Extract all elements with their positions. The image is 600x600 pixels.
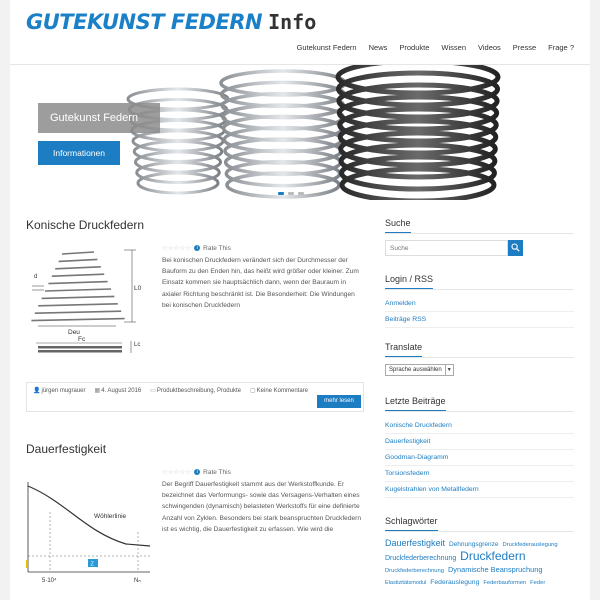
tag-link[interactable]: Druckfedern: [460, 549, 526, 563]
link-beitraege-rss[interactable]: Beiträge RSS: [385, 312, 574, 328]
divider: [385, 357, 574, 358]
post-title[interactable]: Konische Druckfedern: [26, 218, 145, 232]
widget-search: [385, 218, 574, 256]
rating-widget[interactable]: [162, 244, 231, 252]
informationen-button[interactable]: Informationen: [38, 141, 120, 165]
widget-title-login: Login / RSS: [385, 274, 433, 289]
language-select[interactable]: [385, 364, 454, 376]
diagram-label-d: d: [34, 274, 38, 280]
tag-link[interactable]: Feder: [530, 580, 546, 586]
conical-spring-diagram: [26, 242, 154, 364]
post-konische-druckfedern: [26, 218, 364, 412]
logo-brand: GUTEKUNST FEDERN: [26, 10, 263, 34]
rate-label: Rate This: [203, 468, 231, 476]
tag-link[interactable]: Druckfederberechnung: [385, 568, 444, 574]
tag-link[interactable]: Elastizitätsmodul: [385, 580, 427, 586]
hero-slider: [10, 64, 590, 200]
nav-item-gutekunst-federn[interactable]: Gutekunst Federn: [296, 43, 357, 52]
diagram-label-x2: Nₙ: [134, 578, 141, 584]
language-select-value: Sprache auswählen: [389, 367, 442, 373]
post-comments[interactable]: ▢Keine Kommentare: [249, 388, 309, 394]
tag-link[interactable]: Druckfederberechnung: [385, 555, 457, 562]
nav-item-frage[interactable]: Frage ?: [548, 43, 574, 52]
tag-link[interactable]: Druckfederauslegung: [502, 542, 558, 548]
tag-link[interactable]: Federbauformen: [483, 580, 527, 586]
nav-item-news[interactable]: News: [368, 43, 388, 52]
tag-link[interactable]: Federauslegung: [430, 579, 480, 586]
chevron-down-icon: ▼: [445, 365, 453, 375]
main-content: [26, 218, 364, 600]
tag-cloud: [385, 538, 574, 589]
diagram-label-deu: Deu: [68, 329, 80, 336]
divider: [385, 233, 574, 234]
widget-title-search: Suche: [385, 218, 411, 233]
nav-item-videos[interactable]: Videos: [478, 43, 501, 52]
diagram-label-x1: 5·10⁴: [42, 578, 57, 584]
calendar-icon: ▦: [94, 388, 101, 394]
rate-label: Rate This: [203, 244, 231, 252]
sidebar: [385, 218, 574, 589]
diagram-label-lc: Lc: [134, 342, 141, 348]
rating-widget[interactable]: [162, 468, 231, 476]
tag-link[interactable]: Dauerfestigkeit: [385, 538, 446, 548]
post-author[interactable]: 👤jürgen mugrauer: [33, 388, 86, 394]
comment-icon: ▢: [249, 388, 256, 394]
info-icon[interactable]: i: [194, 469, 200, 475]
post-body: [26, 242, 364, 382]
search-input[interactable]: [385, 240, 508, 256]
main-nav: [291, 42, 574, 54]
widget-tags: [385, 516, 574, 589]
latest-link-goodman-diagramm[interactable]: Goodman-Diagramm: [385, 450, 574, 466]
latest-link-dauerfestigkeit[interactable]: Dauerfestigkeit: [385, 434, 574, 450]
site-container: [10, 0, 590, 600]
read-more-button[interactable]: mehr lesen: [317, 395, 361, 408]
diagram-label-curve: Wöhlerlinie: [94, 513, 127, 520]
tag-link[interactable]: Dynamische Beanspruchung: [447, 565, 543, 574]
search-icon: [511, 243, 520, 252]
woehler-diagram: [26, 472, 154, 594]
slide-title: Gutekunst Federn: [38, 103, 160, 133]
divider: [385, 289, 574, 290]
nav-item-wissen[interactable]: Wissen: [441, 43, 466, 52]
divider: [385, 411, 574, 412]
post-body: [26, 466, 364, 600]
widget-title-tags: Schlagwörter: [385, 516, 438, 531]
logo-suffix: Info: [268, 10, 317, 34]
slider-dot-2[interactable]: [288, 192, 294, 195]
latest-link-torsionsfedern[interactable]: Torsionsfedern: [385, 466, 574, 482]
post-meta-bar: [26, 382, 364, 412]
nav-item-presse[interactable]: Presse: [512, 43, 537, 52]
widget-title-translate: Translate: [385, 342, 422, 357]
widget-latest-posts: [385, 396, 574, 498]
latest-link-konische-druckfedern[interactable]: Konische Druckfedern: [385, 418, 574, 434]
latest-link-kugelstrahlen[interactable]: Kugelstrahlen von Metallfedern: [385, 482, 574, 498]
post-excerpt: Bei konischen Druckfedern verändert sich der Durchmesser der Bauform zu den Enden hin, das heißt wird größer oder kleiner. Zum Einsatz kommen sie hauptsächlich dann, wenn der Bauraum in axialer Richtung beschränkt ist. Die Besonderheit: Die Windungen bei konischen Druckfedern: [162, 257, 359, 309]
post-meta: [33, 387, 308, 394]
diagram-label-z: Z: [90, 561, 94, 568]
star-rating-icons[interactable]: ☆☆☆☆☆: [162, 469, 192, 476]
diagram-label-fc: Fc: [78, 336, 86, 343]
tag-link[interactable]: Dehnungsgrenze: [448, 541, 499, 548]
widget-title-latest: Letzte Beiträge: [385, 396, 446, 411]
widget-login: [385, 274, 574, 328]
star-rating-icons[interactable]: ☆☆☆☆☆: [162, 245, 192, 252]
post-categories[interactable]: ▭Produktbeschreibung, Produkte: [150, 388, 241, 394]
nav-item-produkte[interactable]: Produkte: [399, 43, 430, 52]
post-dauerfestigkeit: [26, 442, 364, 600]
folder-icon: ▭: [150, 388, 156, 394]
post-excerpt: Der Begriff Dauerfestigkeit stammt aus der Werkstoffkunde. Er bezeichnet das Verformungs- sowie das Versagens-Verhalten eines schwingenden (dynamisch) belasteten Werkstoffs für eine definierte Anzahl von Zyklen. Besonders bei stark beanspruchten Druckfedern ist es wichtig, die Dauerfestigkeit zu erfassen. Wie wird die: [162, 481, 362, 533]
search-form: [385, 240, 574, 256]
site-logo[interactable]: [26, 10, 316, 36]
info-icon[interactable]: i: [194, 245, 200, 251]
slider-dot-3[interactable]: [298, 192, 304, 195]
divider: [385, 531, 574, 532]
link-anmelden[interactable]: Anmelden: [385, 296, 574, 312]
post-date[interactable]: ▦4. August 2016: [94, 388, 142, 394]
widget-translate: [385, 342, 574, 376]
post-title[interactable]: Dauerfestigkeit: [26, 442, 107, 456]
diagram-label-l0: L0: [134, 285, 142, 292]
slider-dot-1[interactable]: [278, 192, 284, 195]
search-button[interactable]: [508, 240, 523, 256]
user-icon: 👤: [33, 388, 41, 394]
